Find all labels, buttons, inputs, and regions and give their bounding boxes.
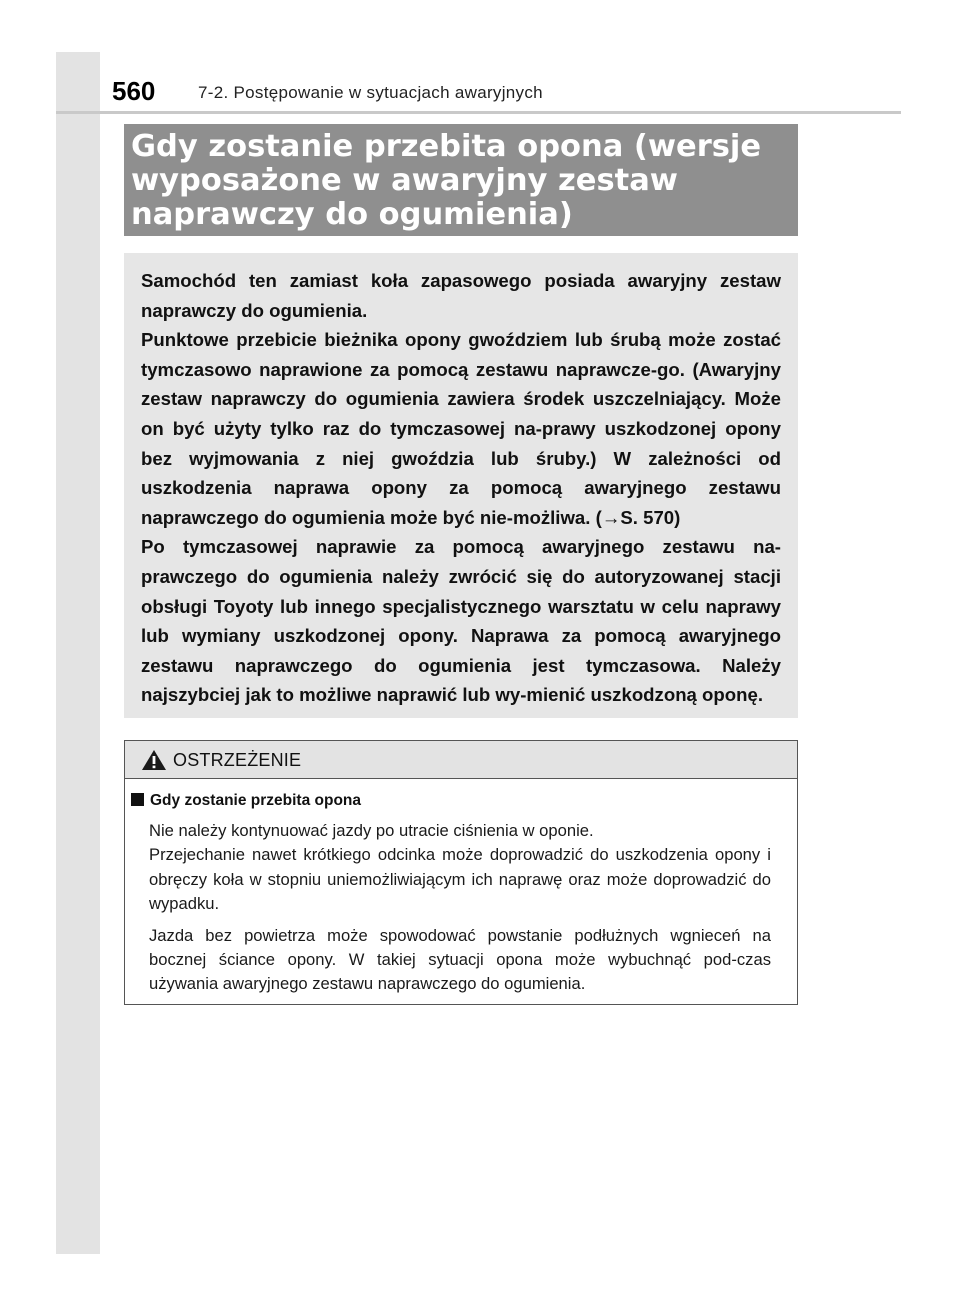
- intro-box: [124, 253, 798, 718]
- section-title: Gdy zostanie przebita opona (wersje wyposażone w awaryjny zestaw naprawczy do ogumienia): [131, 129, 762, 232]
- intro-text: [141, 266, 781, 710]
- reference-arrow: →: [601, 506, 621, 528]
- intro-text-part-2: Po tymczasowej naprawie za pomocą awaryjnego zestawu na-prawczego do ogumienia należy zwrócić się do autoryzowanej stacji obsługi Toyoty lub innego specjalistycznego warsztatu w celu naprawy lub wymiany uszkodzonej opony. Naprawa za pomocą awaryjnego zestawu naprawczego do ogumienia jest tymczasowa. Należy najszybciej jak to możliwe naprawić lub wy-mienić uszkodzoną oponę.: [141, 536, 781, 706]
- warning-paragraph: Nie należy kontynuować jazdy po utracie ciśnienia w oponie. Przejechanie nawet krótkiego odcinka może doprowadzić do uszkodzenia opony i obręczy koła w stopniu uniemożliwiającym ich naprawę oraz może doprowadzić do wypadku.: [149, 821, 771, 914]
- warning-subheading-text: Gdy zostanie przebita opona: [150, 792, 361, 809]
- page-reference-link[interactable]: S. 570): [620, 506, 681, 528]
- chapter-title: 7-2. Postępowanie w sytuacjach awaryjnych: [198, 83, 543, 102]
- side-margin-strip: [56, 52, 100, 1254]
- warning-label: OSTRZEŻENIE: [173, 750, 302, 770]
- warning-box: [124, 740, 798, 1005]
- section-banner: [124, 124, 798, 236]
- square-bullet-icon: [131, 793, 144, 806]
- warning-triangle-icon: [141, 749, 167, 771]
- warning-paragraph: Jazda bez powietrza może spowodować powstanie podłużnych wgnieceń na bocznej ściance opony. W takiej sytuacji opona może wybuchnąć pod-czas używania awaryjnego zestawu naprawczego do ogumienia.: [149, 925, 771, 994]
- page-number: 560: [112, 76, 156, 106]
- intro-text-part-1: Samochód ten zamiast koła zapasowego posiada awaryjny zestaw naprawczy do ogumienia. Punktowe przebicie bieżnika opony gwoździem lub śrubą może zostać tymczasowo naprawione za pomocą zestawu naprawcze-go. (Awaryjny zestaw naprawczy do ogumienia zawiera środek uszczelniający. Może on być użyty tylko raz do tymczasowej na-prawy uszkodzonej opony bez wyjmowania z niej gwoździa lub śruby.) W zależności od uszkodzenia naprawa opony za pomocą awaryjnego zestawu naprawczego do ogumienia może być nie-możliwa. (: [141, 270, 781, 528]
- warning-body: [149, 819, 771, 1004]
- warning-header: [125, 741, 797, 779]
- header-divider: [56, 111, 901, 114]
- warning-subheading: [131, 792, 361, 810]
